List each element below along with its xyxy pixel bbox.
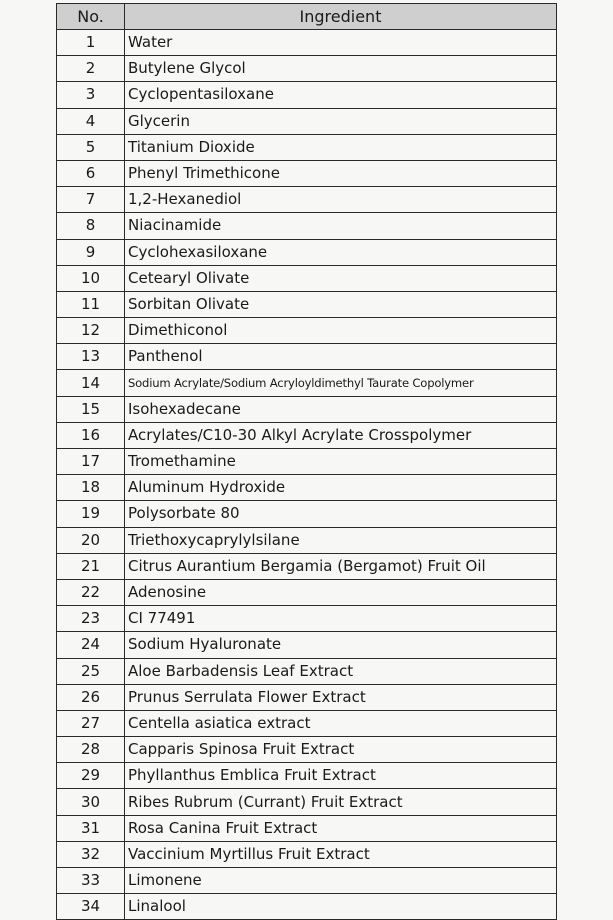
ingredient-name: Dimethiconol <box>125 318 557 344</box>
row-number: 23 <box>57 606 125 632</box>
table-row <box>57 239 557 265</box>
ingredient-name: Centella asiatica extract <box>125 710 557 736</box>
table-row <box>57 396 557 422</box>
table-row <box>57 187 557 213</box>
ingredient-name: Phyllanthus Emblica Fruit Extract <box>125 763 557 789</box>
ingredient-name: Linalool <box>125 894 557 920</box>
row-number: 2 <box>57 56 125 82</box>
row-number: 8 <box>57 213 125 239</box>
table-row <box>57 841 557 867</box>
ingredient-name: Niacinamide <box>125 213 557 239</box>
ingredient-name: Aluminum Hydroxide <box>125 475 557 501</box>
table-row <box>57 579 557 605</box>
ingredient-name: Tromethamine <box>125 449 557 475</box>
table-row <box>57 501 557 527</box>
ingredient-name: Cetearyl Olivate <box>125 265 557 291</box>
ingredient-name: Capparis Spinosa Fruit Extract <box>125 737 557 763</box>
row-number: 19 <box>57 501 125 527</box>
table-row <box>57 265 557 291</box>
table-header-row <box>57 4 557 30</box>
table-row <box>57 632 557 658</box>
ingredient-name: Limonene <box>125 868 557 894</box>
row-number: 27 <box>57 710 125 736</box>
ingredient-name: Aloe Barbadensis Leaf Extract <box>125 658 557 684</box>
ingredient-name: Isohexadecane <box>125 396 557 422</box>
ingredient-name: Ribes Rubrum (Currant) Fruit Extract <box>125 789 557 815</box>
ingredient-name: Sodium Acrylate/Sodium Acryloyldimethyl Taurate Copolymer <box>125 370 557 396</box>
row-number: 33 <box>57 868 125 894</box>
row-number: 4 <box>57 108 125 134</box>
row-number: 10 <box>57 265 125 291</box>
column-header-no: No. <box>57 4 125 30</box>
table-row <box>57 710 557 736</box>
table-row <box>57 658 557 684</box>
row-number: 24 <box>57 632 125 658</box>
ingredient-name: Water <box>125 30 557 56</box>
table-row <box>57 684 557 710</box>
ingredient-name: Sodium Hyaluronate <box>125 632 557 658</box>
row-number: 21 <box>57 553 125 579</box>
table-row <box>57 82 557 108</box>
ingredient-name: 1,2-Hexanediol <box>125 187 557 213</box>
ingredient-name: Phenyl Trimethicone <box>125 160 557 186</box>
table-row <box>57 422 557 448</box>
row-number: 16 <box>57 422 125 448</box>
row-number: 13 <box>57 344 125 370</box>
row-number: 26 <box>57 684 125 710</box>
ingredient-name: Cyclopentasiloxane <box>125 82 557 108</box>
row-number: 14 <box>57 370 125 396</box>
table-row <box>57 449 557 475</box>
table-row <box>57 370 557 396</box>
ingredient-name: Prunus Serrulata Flower Extract <box>125 684 557 710</box>
table-row <box>57 894 557 920</box>
row-number: 1 <box>57 30 125 56</box>
row-number: 15 <box>57 396 125 422</box>
table-row <box>57 868 557 894</box>
ingredient-name: Citrus Aurantium Bergamia (Bergamot) Fruit Oil <box>125 553 557 579</box>
table-row <box>57 553 557 579</box>
row-number: 25 <box>57 658 125 684</box>
table-row <box>57 160 557 186</box>
table-row <box>57 134 557 160</box>
ingredient-name: CI 77491 <box>125 606 557 632</box>
row-number: 28 <box>57 737 125 763</box>
table-row <box>57 108 557 134</box>
ingredient-name: Sorbitan Olivate <box>125 291 557 317</box>
ingredient-name: Acrylates/C10-30 Alkyl Acrylate Crosspolymer <box>125 422 557 448</box>
table-row <box>57 318 557 344</box>
ingredient-table <box>56 3 557 920</box>
ingredient-name: Rosa Canina Fruit Extract <box>125 815 557 841</box>
row-number: 17 <box>57 449 125 475</box>
row-number: 11 <box>57 291 125 317</box>
row-number: 5 <box>57 134 125 160</box>
row-number: 30 <box>57 789 125 815</box>
row-number: 7 <box>57 187 125 213</box>
ingredient-name: Butylene Glycol <box>125 56 557 82</box>
ingredient-name: Glycerin <box>125 108 557 134</box>
table-row <box>57 344 557 370</box>
row-number: 22 <box>57 579 125 605</box>
row-number: 20 <box>57 527 125 553</box>
table-row <box>57 527 557 553</box>
ingredient-name: Triethoxycaprylylsilane <box>125 527 557 553</box>
row-number: 9 <box>57 239 125 265</box>
row-number: 3 <box>57 82 125 108</box>
ingredient-name: Cyclohexasiloxane <box>125 239 557 265</box>
row-number: 29 <box>57 763 125 789</box>
row-number: 32 <box>57 841 125 867</box>
row-number: 34 <box>57 894 125 920</box>
table-row <box>57 789 557 815</box>
ingredient-name: Titanium Dioxide <box>125 134 557 160</box>
table-row <box>57 475 557 501</box>
row-number: 12 <box>57 318 125 344</box>
ingredient-name: Panthenol <box>125 344 557 370</box>
row-number: 31 <box>57 815 125 841</box>
ingredient-name: Adenosine <box>125 579 557 605</box>
ingredient-name: Vaccinium Myrtillus Fruit Extract <box>125 841 557 867</box>
table-row <box>57 815 557 841</box>
table-row <box>57 213 557 239</box>
table-row <box>57 30 557 56</box>
table-row <box>57 291 557 317</box>
table-row <box>57 737 557 763</box>
ingredient-name: Polysorbate 80 <box>125 501 557 527</box>
row-number: 18 <box>57 475 125 501</box>
table-row <box>57 763 557 789</box>
row-number: 6 <box>57 160 125 186</box>
table-row <box>57 56 557 82</box>
column-header-ingredient: Ingredient <box>125 4 557 30</box>
table-row <box>57 606 557 632</box>
